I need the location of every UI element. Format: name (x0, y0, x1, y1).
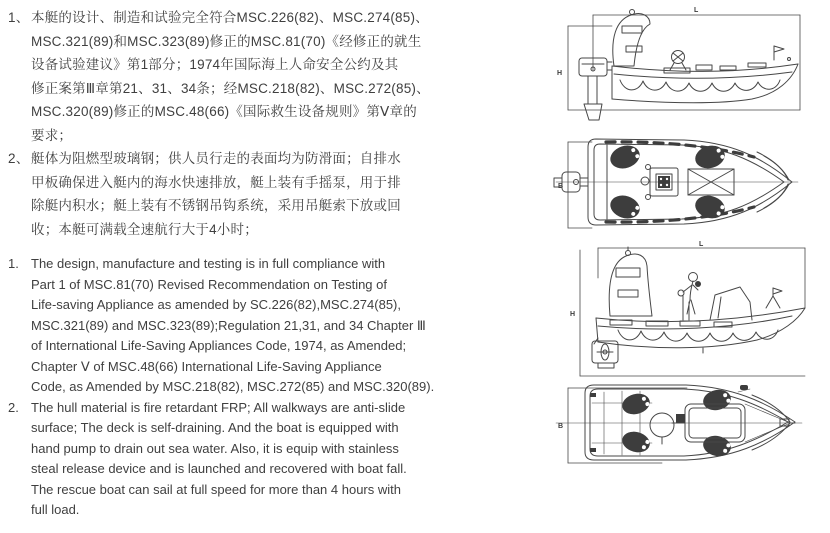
item-marker: 1、 (8, 10, 30, 25)
steering-console (664, 51, 712, 74)
dim-label-height: H (557, 70, 563, 77)
dim-label-breadth: B (558, 423, 564, 430)
text-line: Chapter Ⅴ of MSC.48(66) International Life-Saving Appliance (31, 358, 382, 374)
english-section (8, 254, 456, 521)
item-marker: 2、 (8, 151, 30, 166)
list-item (8, 147, 456, 241)
helmsman-figure (678, 273, 701, 321)
stern-arch (613, 10, 650, 67)
text-line: hand pump to drain out sea water. Also, it is equip with stainless (31, 440, 399, 456)
dimension-lines (558, 388, 687, 463)
rescue-boat-side-view-inboard-drawing (552, 240, 830, 378)
text-line: of International Life-Saving Appliances Code, 1974, as Amended; (31, 338, 407, 353)
rescue-boat-plan-view-outboard-drawing (552, 136, 830, 248)
text-line: MSC.321(89)和MSC.323(89)修正的MSC.81(70)《经修正的就生 (31, 33, 422, 49)
text-line: full load. (31, 502, 80, 517)
rescue-boat-side-view-outboard-drawing (552, 0, 830, 137)
chinese-section (8, 6, 456, 241)
item-text (31, 254, 456, 398)
text-line: 甲板确保进入艇内的海水快速排放，艇上装有手摇泵，用于排 (31, 174, 401, 190)
text-line: surface; The deck is self-draining. And the boat is equipped with (31, 420, 399, 435)
text-line: The design, manufacture and testing is in full compliance with (31, 256, 386, 271)
text-column (8, 6, 456, 521)
hull-plan-outline (556, 139, 798, 225)
text-line: 本艇的设计、制造和试验完全符合MSC.226(82)、MSC.274(85)、 (31, 10, 429, 25)
text-line: 艇体为阻燃型玻璃钢；供人员行走的表面均为防滑面；自排水 (31, 151, 401, 166)
dim-label-length: L (694, 7, 699, 14)
item-text (31, 147, 456, 241)
dim-label-height: H (570, 311, 576, 318)
list-item (8, 398, 456, 521)
text-line: The hull material is fire retardant FRP; All walkways are anti-slide (31, 399, 406, 415)
text-line: 收；本艇可满载全速航行大于4小时； (31, 221, 258, 237)
item-marker: 1. (8, 256, 19, 271)
text-line: steal release device and is launched and recovered with boat fall. (31, 461, 407, 476)
list-item (8, 6, 456, 147)
text-line: Life-saving Appliance as amended by SC.226(82),MSC.274(85), (31, 297, 401, 312)
list-item (8, 254, 456, 398)
bow-fittings (766, 288, 782, 308)
item-text (31, 6, 456, 147)
rescue-boat-plan-view-inboard-drawing (552, 378, 830, 506)
text-line: The rescue boat can sail at full speed for more than 4 hours with (31, 481, 401, 497)
console-circle (650, 413, 674, 444)
item-marker: 2. (8, 399, 19, 415)
text-line: Part 1 of MSC.81(70) Revised Recommendation on Testing of (31, 276, 387, 292)
text-line: 修正案第Ⅲ章第21、31、34条；经MSC.218(82)、MSC.272(85)、 (31, 80, 430, 96)
item-text (31, 398, 456, 521)
text-line: MSC.320(89)修正的MSC.48(66)《国际救生设备规则》第Ⅴ章的 (31, 104, 417, 119)
text-line: 要求； (31, 127, 73, 143)
text-line: MSC.321(89) and MSC.323(89);Regulation 21,31, and 34 Chapter Ⅲ (31, 317, 426, 333)
outboard-motor (579, 58, 612, 120)
text-line: 除艇内积水；艇上装有不锈钢吊钩系统，采用吊艇索下放或回 (31, 198, 401, 213)
dimension-lines (570, 241, 805, 376)
drawings-column (552, 0, 830, 533)
text-line: Code, as Amended by MSC.218(82), MSC.272(85) and MSC.320(89). (31, 379, 435, 394)
stern-cowl (609, 247, 652, 316)
dim-label-length: L (699, 241, 704, 248)
hull-side-profile (596, 308, 805, 353)
windshield (710, 287, 752, 320)
dim-label-breadth: B (558, 183, 564, 190)
text-line: 设备试验建议》第1部分；1974年国际海上人命安全公约及其 (31, 57, 399, 72)
dimension-lines (558, 142, 592, 228)
